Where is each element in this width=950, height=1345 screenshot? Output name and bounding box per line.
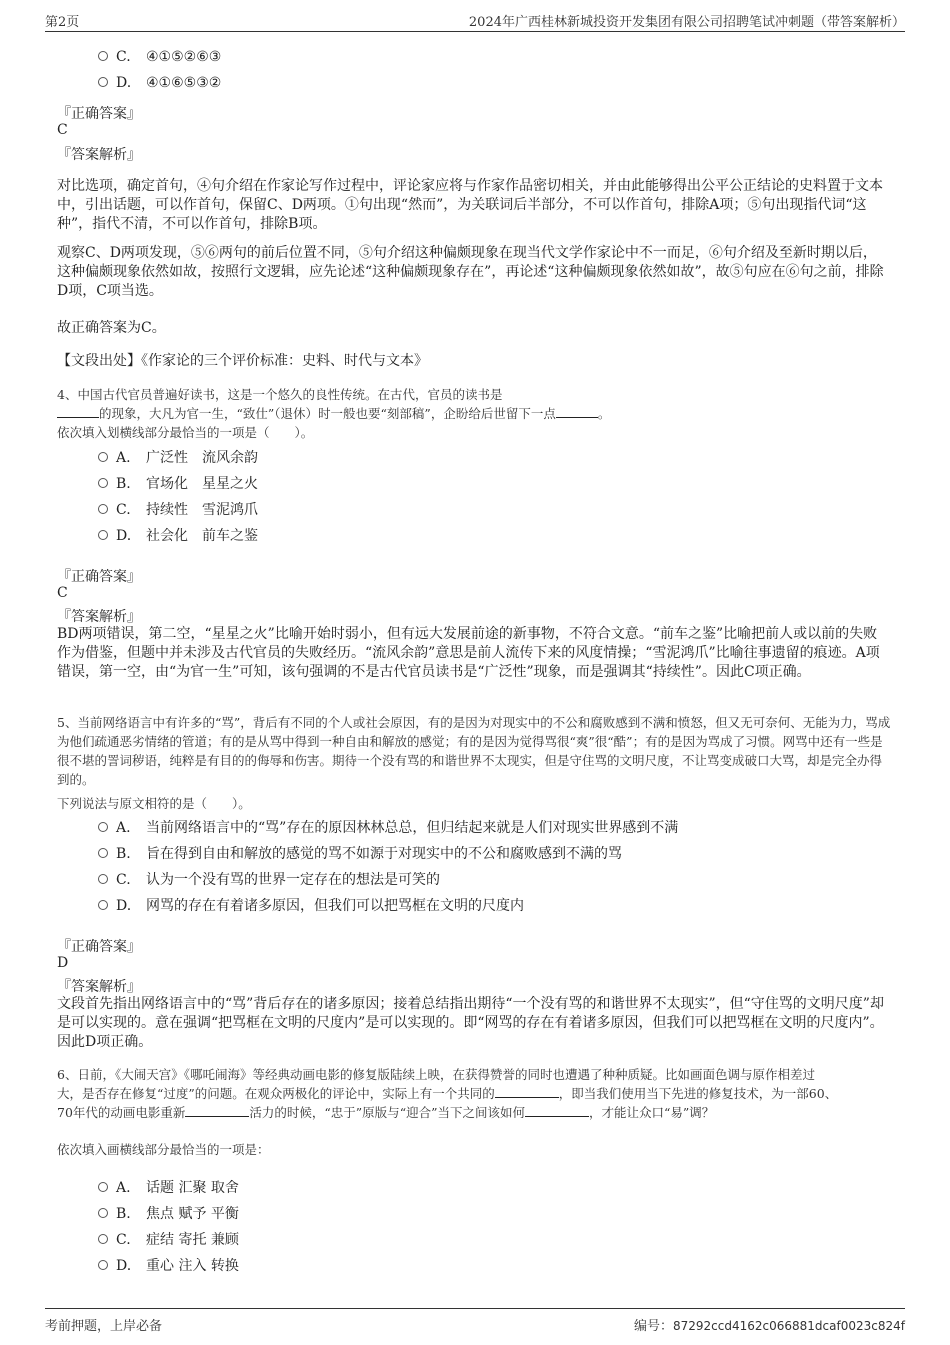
- q4-answer-label: 『正确答案』: [57, 569, 141, 585]
- footer-slogan: 考前押题，上岸必备: [45, 1319, 163, 1334]
- q6-option-b[interactable]: B. 焦点 赋予 平衡: [98, 1203, 239, 1223]
- document-title: 2024年广西桂林新城投资开发集团有限公司招聘笔试冲刺题（带答案解析）: [468, 15, 905, 30]
- radio-icon[interactable]: [98, 1260, 108, 1270]
- q5-analysis: 文段首先指出网络语言中的“骂”背后存在的诸多原因；接着总结指出期待“一个没有骂的和谐世界不太现实”，但“守住骂的文明尺度”却是可以实现的。意在强调“把骂框在文明的尺度内”是可以实现的。即“网骂的存在有着诸多原因，但我们可以把骂框在文明的尺度内”。因此D项正确。: [57, 996, 884, 1050]
- q5-option-b[interactable]: B. 旨在得到自由和解放的感觉的骂不如源于对现实中的不公和腐败感到不满的骂: [98, 843, 622, 863]
- q3-option-c[interactable]: C. ④①⑤②⑥③: [98, 49, 221, 65]
- q5-answer: D: [57, 955, 69, 971]
- footer-divider: [45, 1308, 905, 1309]
- radio-icon[interactable]: [98, 900, 108, 910]
- blank-line: [57, 405, 99, 418]
- radio-icon[interactable]: [98, 478, 108, 488]
- blank-line: [185, 1104, 249, 1117]
- page-number: 第2页: [45, 15, 80, 30]
- q5-answer-label: 『正确答案』: [57, 939, 141, 955]
- radio-icon[interactable]: [98, 1208, 108, 1218]
- q4-option-d[interactable]: D. 社会化 前车之鉴: [98, 525, 258, 545]
- q5-stem: 5、当前网络语言中有许多的“骂”，背后有不同的个人或社会原因，有的是因为对现实中的不公和腐败感到不满和愤怒，但又无可奈何、无能为力，骂成为他们疏通恶劣情绪的管道；有的是从骂中得到一种自由和解放的感觉；有的是因为觉得骂很“爽”很“酷”；有的是因为骂成了习惯。网骂中还有一些是很不堪的詈词秽语，纯粹是有目的的侮辱和伤害。期待一个没有骂的和谐世界不太现实，但是守住骂的文明尺度，不让骂变成破口大骂，却是完全办得到的。: [57, 715, 891, 787]
- radio-icon[interactable]: [98, 822, 108, 832]
- q6-option-d[interactable]: D. 重心 注入 转换: [98, 1255, 239, 1275]
- q4-option-b[interactable]: B. 官场化 星星之火: [98, 473, 258, 493]
- q4-analysis: BD两项错误，第二空，“星星之火”比喻开始时弱小，但有远大发展前途的新事物，不符合文意。“前车之鉴”比喻把前人或以前的失败作为借鉴，但题中并未涉及古代官员的失败经历。“流风余韵”意思是前人流传下来的风度情操；“雪泥鸿爪”比喻往事遗留的痕迹。A项错误，第一空，由“为官一生”可知，该句强调的不是古代官员读书是“广泛性”现象，而是强调其“持续性”。因此C项正确。: [57, 626, 880, 680]
- document-code: 编号：87292ccd4162c066881dcaf0023c824f: [633, 1319, 905, 1334]
- q6-question: 依次填入画横线部分最恰当的一项是：: [57, 1142, 270, 1157]
- q6-stem: 6、日前，《大闹天宫》《哪吒闹海》等经典动画电影的修复版陆续上映，在获得赞誉的同时也遭遇了种种质疑。比如画面色调与原作相差过 大，是否存在修复“过度”的问题。在观众两极化的评论中，实际上有一个共同的 ，即当我们使用当下先进的修复技术，为一部60、 70年代的动画电影重新 活力的时候，“忠于”原版与“迎合”当下之间该如何 ，才能让众口“易”调？: [57, 1067, 838, 1120]
- radio-icon[interactable]: [98, 504, 108, 514]
- q3-source: 【文段出处】《作家论的三个评价标准：史料、时代与文本》: [57, 353, 428, 369]
- q6-option-c[interactable]: C. 症结 寄托 兼顾: [98, 1229, 239, 1249]
- q4-stem: 4、中国古代官员普遍好读书，这是一个悠久的良性传统。在古代，官员的读书是 的现象，大凡为官一生，“致仕”（退休）时一般也要“刻部稿”，企盼给后世留下一点 。 依次填入划横线部分最恰当的一项是（ ）。: [57, 387, 611, 440]
- q5-option-c[interactable]: C. 认为一个没有骂的世界一定存在的想法是可笑的: [98, 869, 440, 889]
- q5-analysis-label: 『答案解析』: [57, 979, 141, 995]
- q3-analysis-p1: 对比选项，确定首句，④句介绍在作家论写作过程中，评论家应将与作家作品密切相关，并由此能够得出公平公正结论的史料置于文本中，引出话题，可以作首句，保留C、D两项。①句出现“然而”，为关联词后半部分，不可以作首句，排除A项；⑤句出现指代词“这种”，指代不清，不可以作首句，排除B项。: [57, 178, 883, 232]
- q4-option-c[interactable]: C. 持续性 雪泥鸿爪: [98, 499, 258, 519]
- q3-conclusion: 故正确答案为C。: [57, 320, 166, 336]
- radio-icon[interactable]: [98, 874, 108, 884]
- q4-analysis-label: 『答案解析』: [57, 609, 141, 625]
- radio-icon[interactable]: [98, 1234, 108, 1244]
- blank-line: [556, 405, 598, 418]
- radio-icon[interactable]: [98, 848, 108, 858]
- blank-line: [525, 1104, 589, 1117]
- header-divider: [45, 31, 905, 32]
- radio-icon[interactable]: [98, 452, 108, 462]
- q4-answer: C: [57, 585, 68, 601]
- q5-question: 下列说法与原文相符的是（ ）。: [57, 796, 251, 811]
- radio-icon[interactable]: [98, 77, 108, 87]
- q3-answer-label: 『正确答案』: [57, 106, 141, 122]
- radio-icon[interactable]: [98, 1182, 108, 1192]
- q3-option-d[interactable]: D. ④①⑥⑤③②: [98, 75, 221, 91]
- q6-option-a[interactable]: A. 话题 汇聚 取舍: [98, 1177, 239, 1197]
- q4-option-a[interactable]: A. 广泛性 流风余韵: [98, 447, 258, 467]
- blank-line: [495, 1085, 559, 1098]
- q3-analysis-label: 『答案解析』: [57, 147, 141, 163]
- radio-icon[interactable]: [98, 530, 108, 540]
- radio-icon[interactable]: [98, 51, 108, 61]
- q3-answer: C: [57, 122, 68, 138]
- q3-analysis-p2: 观察C、D两项发现，⑤⑥两句的前后位置不同，⑤句介绍这种偏颇现象在现当代文学作家论中不一而足，⑥句介绍及至新时期以后，这种偏颇现象依然如故，按照行文逻辑，应先论述“这种偏颇现象存在”，再论述“这种偏颇现象依然如故”，故⑤句应在⑥句之前，排除D项，C项当选。: [57, 245, 884, 299]
- q5-option-a[interactable]: A. 当前网络语言中的“骂”存在的原因林林总总，但归结起来就是人们对现实世界感到不满: [98, 817, 678, 837]
- q5-option-d[interactable]: D. 网骂的存在有着诸多原因，但我们可以把骂框在文明的尺度内: [98, 895, 524, 915]
